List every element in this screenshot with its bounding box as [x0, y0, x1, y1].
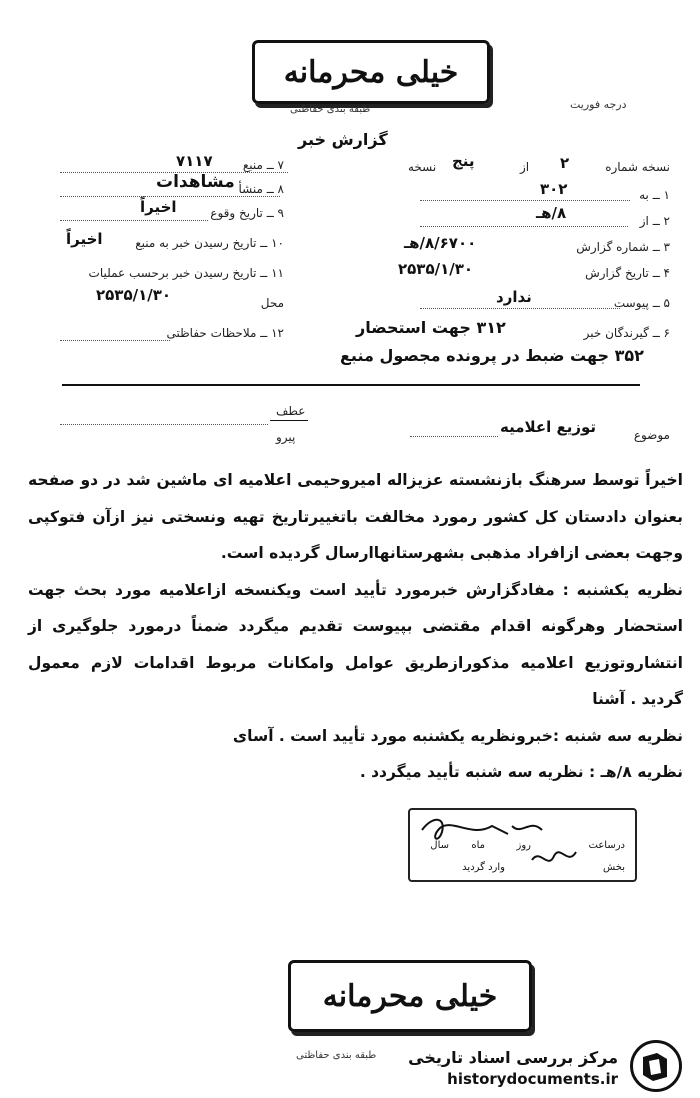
field-value-copy-number: ۲: [560, 154, 570, 172]
subject-value: توزیع اعلامیه: [500, 418, 597, 436]
field-label-source: ۷ ــ منبع: [242, 158, 284, 172]
field-value-occurrence-date: اخیراً: [140, 198, 177, 216]
classification-stamp-text: خیلی محرمانه: [322, 978, 498, 1014]
dotted-line: [60, 340, 170, 341]
field-label-copy-number: نسخه شماره: [605, 160, 670, 174]
signature-scribble: [412, 808, 642, 878]
classification-stamp-top: [252, 40, 490, 104]
field-value-place-date: ۲۵۳۵/۱/۳۰: [96, 286, 172, 304]
receipt-time-label: درساعت: [588, 840, 625, 851]
field-label-report-number: ۳ ــ شماره گزارش: [576, 240, 670, 254]
dotted-line: [420, 226, 628, 227]
field-value-source: ۷۱۱۷: [176, 152, 213, 170]
field-label-occurrence-date: ۹ ــ تاریخ وقوع: [210, 206, 284, 220]
dotted-line: [60, 196, 280, 197]
field-label-place: محل: [260, 296, 284, 310]
field-label-recipients: ۶ ــ گیرندگان خبر: [583, 326, 670, 340]
subject-label: موضوع: [633, 428, 670, 442]
field-label-report-date: ۴ ــ تاریخ گزارش: [585, 266, 670, 280]
classification-stamp-text: خیلی محرمانه: [283, 54, 459, 90]
field-label-security-notes: ۱۲ ــ ملاحظات حفاظتی: [166, 326, 284, 340]
watermark-org-name: مرکز بررسی اسناد تاریخی: [408, 1048, 618, 1067]
field-value-received-by-source: اخیراً: [66, 230, 103, 248]
body-paragraph: نظریه سه شنبه :خبرونظریه یکشنبه مورد تأیید است . آسای: [232, 726, 683, 745]
field-label-copies: نسخه: [408, 160, 437, 174]
field-label-attachment: ۵ ــ پیوست: [613, 296, 670, 310]
receipt-section-label: بخش: [603, 862, 625, 873]
archive-logo-icon: [630, 1040, 682, 1092]
dotted-line: [420, 308, 620, 309]
receipt-entered-label: وارد گردید: [462, 862, 505, 873]
body-paragraph: نظریه ۸/هـ : نظریه سه شنبه تأیید میگردد .: [359, 763, 683, 781]
classification-sub-bottom: طبقه بندی حفاظتی: [296, 1050, 377, 1061]
receipt-day-label: روز: [516, 840, 531, 851]
field-value-origin: مشاهدات: [156, 172, 235, 192]
field-label-origin: ۸ ــ منشأ: [238, 182, 284, 196]
field-value-report-number: ۸/۶۷۰۰/هـ: [404, 234, 477, 252]
classification-sub-top: طبقه بندی حفاظتی: [290, 104, 371, 115]
priority-label: درجه فوریت: [570, 98, 627, 111]
follow-up-label: پیرو: [276, 430, 296, 444]
field-value-recipients: ۳۱۲ جهت استحضار: [356, 318, 506, 337]
field-value-from: ۸/هـ: [536, 204, 567, 222]
field-label-received-by-source: ۱۰ ــ تاریخ رسیدن خبر به منبع: [135, 236, 284, 250]
dotted-line: [410, 436, 498, 437]
field-label-received-operations: ۱۱ ــ تاریخ رسیدن خبر برحسب عملیات: [88, 266, 284, 280]
body-paragraph: نظریه یکشنبه : مفادگزارش خبرمورد تأیید است ویکنسخه ازاعلامیه مورد بحث جهت استحضار وهرگونه اقدام مقتضی بپیوست تقدیم میگردد ضمناً درمورد جلوگیری از انتشاروتوزیع اعلامیه مذکورازطریق عوامل وامکانات مربوط اقدامات لازم معمول گردید . آشنا: [28, 580, 683, 708]
field-value-to: ۳۰۲: [540, 180, 568, 198]
reference-label: عطف: [276, 404, 306, 418]
field-label-to: ۱ ــ به: [639, 188, 670, 202]
report-title: گزارش خبر: [298, 130, 388, 149]
field-label-of: از: [520, 160, 530, 174]
receipt-month-label: ماه: [471, 840, 485, 851]
report-body: [28, 462, 683, 791]
watermark-site: historydocuments.ir: [447, 1070, 618, 1088]
dotted-line: [420, 200, 630, 201]
field-value-recipients-extra: ۳۵۲ جهت ضبط در پرونده مجصول منبع: [340, 346, 644, 365]
receipt-year-label: سال: [430, 840, 449, 851]
dotted-line: [60, 220, 208, 221]
section-divider: [62, 384, 640, 386]
dotted-line: [60, 424, 268, 425]
field-value-of-total: پنج: [452, 152, 475, 170]
reference-rule: [270, 420, 308, 421]
field-value-attachment: ندارد: [496, 288, 532, 306]
field-value-report-date: ۲۵۳۵/۱/۳۰: [398, 260, 474, 278]
classification-stamp-bottom: [288, 960, 532, 1032]
body-paragraph: اخیراً توسط سرهنگ بازنشسته عزیزاله امیروحیمی اعلامیه ای ماشین شد در دو صفحه بعنوان دادستان کل کشور رمورد مخالفت باتغییرتاریخ تهیه ونسختی نیز ازآن فتوکپی وجهت بعضی ازافراد مذهبی بشهرستانهاارسال گردیده است.: [28, 471, 683, 562]
field-label-from: ۲ ــ از: [639, 214, 670, 228]
